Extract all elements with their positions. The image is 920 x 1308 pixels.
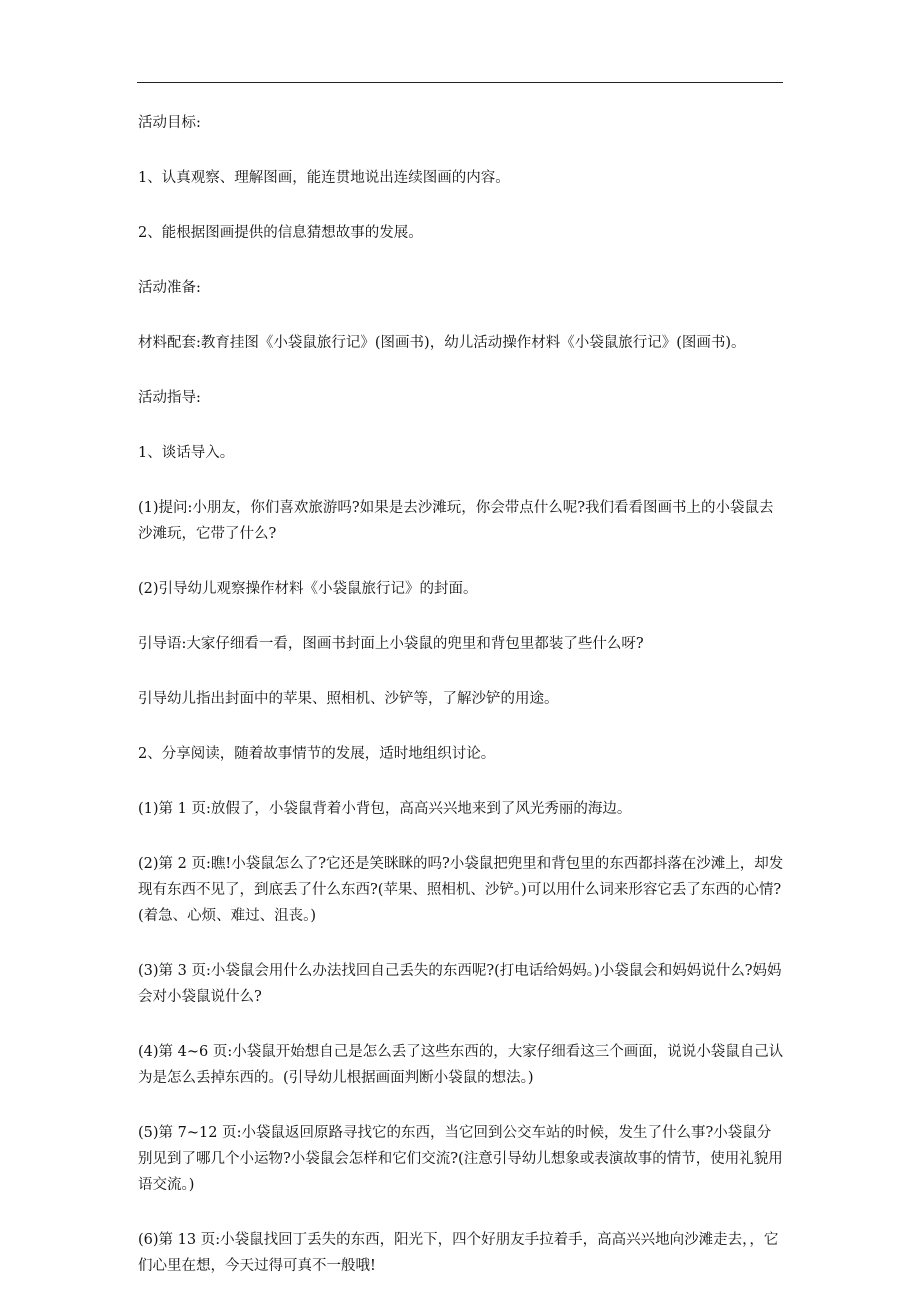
section-heading-guidance: 活动指导: <box>138 390 201 406</box>
objective-item-2: 2、能根据图画提供的信息猜想故事的发展。 <box>138 225 423 241</box>
section-heading-preparation: 活动准备: <box>138 280 201 296</box>
page-note-4-6: (4)第 4~6 页:小袋鼠开始想自己是怎么丢了这些东西的，大家仔细看这三个画面，说说小袋鼠自己认为是怎么丢掉东西的。(引导幼儿根据画面判断小袋鼠的想法。) <box>138 1044 784 1086</box>
section-heading-objectives: 活动目标: <box>138 115 201 131</box>
guidance-prompt: 引导语:大家仔细看一看，图画书封面上小袋鼠的兜里和背包里都装了些什么呀? <box>138 636 644 652</box>
preparation-materials: 材料配套:教育挂图《小袋鼠旅行记》(图画书)，幼儿活动操作材料《小袋鼠旅行记》(图画书)。 <box>138 335 746 351</box>
page-note-1: (1)第 1 页:放假了，小袋鼠背着小背包，高高兴兴地来到了风光秀丽的海边。 <box>138 801 632 817</box>
page-note-13: (6)第 13 页:小袋鼠找回丁丢失的东西，阳光下，四个好朋友手拉着手，高高兴兴地向沙滩走去，，它们心里在想，今天过得可真不一般哦! <box>138 1232 779 1274</box>
guidance-observe-cover: (2)引导幼儿观察操作材料《小袋鼠旅行记》的封面。 <box>138 581 478 597</box>
guidance-point-out: 引导幼儿指出封面中的苹果、照相机、沙铲等，了解沙铲的用途。 <box>138 691 559 707</box>
guidance-question: (1)提问:小朋友，你们喜欢旅游吗?如果是去沙滩玩，你会带点什么呢?我们看看图画书上的小袋鼠去沙滩玩，它带了什么? <box>138 500 774 542</box>
objective-item-1: 1、认真观察、理解图画，能连贯地说出连续图画的内容。 <box>138 170 510 186</box>
guidance-step-2: 2、分享阅读，随着故事情节的发展，适时地组织讨论。 <box>138 746 496 762</box>
header-rule <box>137 82 783 83</box>
document-body <box>138 110 784 1308</box>
page-note-2: (2)第 2 页:瞧!小袋鼠怎么了?它还是笑眯眯的吗?小袋鼠把兜里和背包里的东西都抖落在沙滩上，却发现有东西不见了，到底丢了什么东西?(苹果、照相机、沙铲。)可以用什么词来形容它丢了东西的心情?(着急、心烦、难过、沮丧。) <box>138 856 784 924</box>
page-note-7-12: (5)第 7~12 页:小袋鼠返回原路寻找它的东西，当它回到公交车站的时候，发生了什么事?小袋鼠分别见到了哪几个小运物?小袋鼠会怎样和它们交流?(注意引导幼儿想象或表演故事的情节，使用礼貌用语交流。) <box>138 1125 783 1193</box>
guidance-step-1: 1、谈话导入。 <box>138 445 235 461</box>
page-note-3: (3)第 3 页:小袋鼠会用什么办法找回自己丢失的东西呢?(打电话给妈妈。)小袋鼠会和妈妈说什么?妈妈会对小袋鼠说什么? <box>138 963 782 1005</box>
